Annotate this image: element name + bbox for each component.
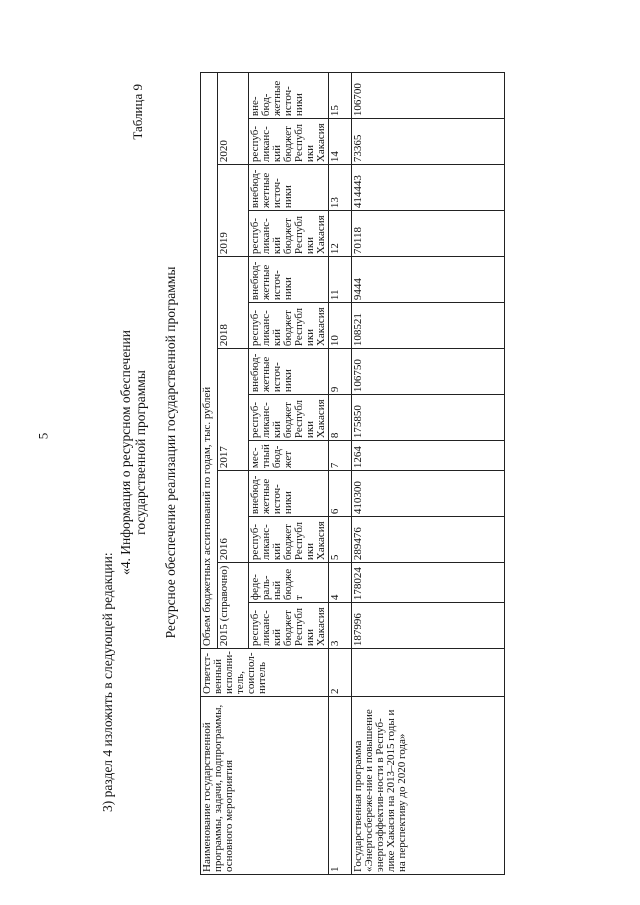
column-number: 12 xyxy=(329,211,352,257)
year-2016: 2016 xyxy=(218,471,249,563)
table-caption: Ресурсное обеспечение реализации государственной программы xyxy=(163,266,178,639)
value-cell: 106750 xyxy=(352,349,505,395)
page-number: 5 xyxy=(35,432,51,440)
year-2018: 2018 xyxy=(218,257,249,349)
column-number: 5 xyxy=(329,517,352,563)
source-cell: респуб-ликанс-кий бюджет Республ ики Хакасия xyxy=(249,303,329,349)
source-cell: респуб-ликанс-кий бюджет Республ ики Хакасия xyxy=(249,211,329,257)
column-number: 1 xyxy=(329,697,352,875)
column-number: 9 xyxy=(329,349,352,395)
intro-text: 3) раздел 4 изложить в следующей редакции: xyxy=(100,552,115,812)
value-cell: 178024 xyxy=(352,563,505,603)
funding-table xyxy=(200,72,505,875)
column-number: 2 xyxy=(329,649,352,697)
column-number: 8 xyxy=(329,395,352,441)
value-cell: 73365 xyxy=(352,119,505,165)
year-2015: 2015 (справочно) xyxy=(218,563,249,649)
program-name: Государственная программа «Энергосбереже-ние и повышение энергоэффектив-ности в Респуб-лике Хакасия на 2013–2015 годы и на перспективу до 2020 года» xyxy=(352,697,505,875)
heading-line-2: государственной программы xyxy=(133,370,148,535)
source-cell: респуб-ликанс-кий бюджет Республ ики Хакасия xyxy=(249,395,329,441)
header-volume: Объем бюджетных ассигнований по годам, тыс. рублей xyxy=(201,73,218,649)
column-number: 7 xyxy=(329,441,352,471)
value-cell: 9444 xyxy=(352,257,505,303)
responsible-cell xyxy=(352,649,505,697)
column-number: 3 xyxy=(329,603,352,649)
value-cell: 1264 xyxy=(352,441,505,471)
column-number-row xyxy=(329,73,352,875)
value-cell: 414443 xyxy=(352,165,505,211)
source-cell: респуб-ликанс-кий бюджет Республ ики Хакасия xyxy=(249,517,329,563)
source-cell: вне-бюд-жетные источ-ники xyxy=(249,73,329,119)
value-cell: 187996 xyxy=(352,603,505,649)
value-cell: 108521 xyxy=(352,303,505,349)
source-cell: внебюд-жетные источ-ники xyxy=(249,349,329,395)
year-2017: 2017 xyxy=(218,349,249,471)
source-cell: внебюд-жетные источ-ники xyxy=(249,471,329,517)
value-cell: 70118 xyxy=(352,211,505,257)
value-cell: 410300 xyxy=(352,471,505,517)
header-name: Наименование государственной программы, задачи, подпрограммы, основного мероприятия xyxy=(201,697,329,875)
source-cell: внебюд-жетные источ-ники xyxy=(249,257,329,303)
value-cell: 106700 xyxy=(352,73,505,119)
heading-line-1: «4. Информация о ресурсном обеспечении xyxy=(118,330,133,575)
table-row xyxy=(352,73,505,875)
column-number: 10 xyxy=(329,303,352,349)
source-cell: респуб-ликанс-кий бюджет Республ ики Хакасия xyxy=(249,603,329,649)
source-cell: внебюд-жетные источ-ники xyxy=(249,165,329,211)
column-number: 6 xyxy=(329,471,352,517)
column-number: 13 xyxy=(329,165,352,211)
source-cell: респуб-ликанс-кий бюджет Республ ики Хакасия xyxy=(249,119,329,165)
value-cell: 175850 xyxy=(352,395,505,441)
header-responsible: Ответст-венный исполни-тель, соиспол-нитель xyxy=(201,649,329,697)
column-number: 4 xyxy=(329,563,352,603)
column-number: 15 xyxy=(329,73,352,119)
source-cell: феде-раль-ный бюдже т xyxy=(249,563,329,603)
year-2020: 2020 xyxy=(218,73,249,165)
header-row-1 xyxy=(201,73,218,875)
source-cell: мес-тный бюд-жет xyxy=(249,441,329,471)
column-number: 14 xyxy=(329,119,352,165)
value-cell: 289476 xyxy=(352,517,505,563)
year-2019: 2019 xyxy=(218,165,249,257)
column-number: 11 xyxy=(329,257,352,303)
table-label: Таблица 9 xyxy=(130,84,145,140)
